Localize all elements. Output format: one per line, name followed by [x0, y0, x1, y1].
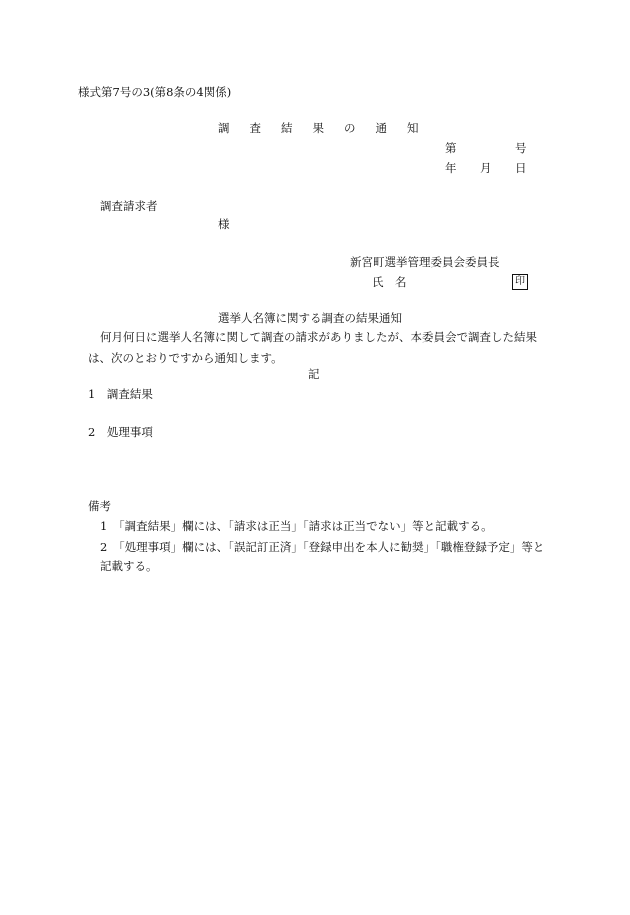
- requester-label: 調査請求者: [100, 199, 158, 213]
- seal-text: 印: [512, 274, 528, 290]
- ki-heading: 記: [308, 367, 320, 381]
- subject-line: 選挙人名簿に関する調査の結果通知: [218, 311, 402, 325]
- date-year: 年: [445, 161, 457, 175]
- sender-title: 新宮町選挙管理委員会委員長: [350, 255, 500, 269]
- item-number: 1: [88, 387, 96, 401]
- note-number: 1: [100, 519, 108, 533]
- note-text: 「処理事項」欄には、「誤記訂正済」「登録申出を本人に勧奨」「職権登録予定」等と記載する。: [100, 540, 545, 573]
- remark-note-2: [100, 538, 552, 576]
- number-dai: 第: [445, 141, 457, 155]
- item-2: [88, 426, 153, 440]
- item-number: 2: [88, 425, 96, 439]
- note-number: 2: [100, 540, 108, 554]
- remark-note-1: [100, 520, 493, 534]
- body-paragraph: 何月何日に選挙人名簿に関して調査の請求がありましたが、本委員会で調査した結果は、次のとおりですから通知します。: [88, 330, 537, 365]
- form-label: 様式第7号の3(第8条の4関係): [78, 85, 232, 99]
- note-text: 「調査結果」欄には、「請求は正当」「請求は正当でない」等と記載する。: [118, 519, 493, 533]
- item-label: 処理事項: [106, 425, 153, 439]
- item-label: 調査結果: [106, 387, 153, 401]
- item-1: [88, 388, 153, 402]
- remarks-heading: 備考: [88, 499, 111, 513]
- date-day: 日: [515, 161, 527, 175]
- honorific: 様: [218, 217, 230, 231]
- number-go: 号: [515, 141, 527, 155]
- date-month: 月: [480, 161, 492, 175]
- sender-name-label: 氏 名: [372, 275, 407, 289]
- document-title: 調査結果の通知: [218, 121, 439, 135]
- seal-mark: [512, 274, 528, 290]
